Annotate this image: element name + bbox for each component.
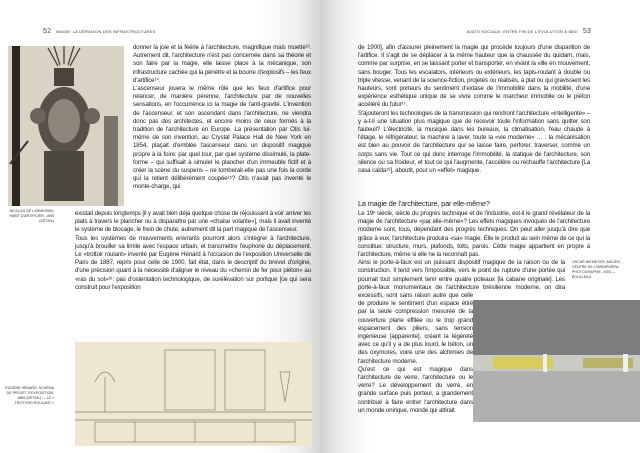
paragraph: donner la joie et la féérie à l'architecture, magnifique mais muette¹³. Autrement dit, l'architecture n'est pas concernée dans sa théorie et son faire par la magie, elle laisse place à la mécanique, son infrastructure cachée qui la pénètre et la bourre d'explosifs – les feux d'artifice¹⁴. (133, 44, 311, 84)
text-narrow: Ainsi le porte-à-faux est un puissant dispositif magique de la raison ou de la construction. Il tend vers l'impossible, vers le point de rupture d'une portée qui pourrait tout simplement tenir entre quatre poteaux [la cabane originale]. Les porte-à-faux monumentaux de l'architecture brésilienne moderne, on dira excessifs, sont sans raison autre que celle de produire le sentiment d'un espace étiré par la seule compression mesurée de la couverture plane effilée ou le trop grand espacement des piliers, sans tension ingénieuse [apparente], créant la légèreté avec ce qu'il y a de plus lourd, le béton, un des oxymores, voire une des alchimies de l'architecture moderne. (358, 259, 565, 365)
text-last: Qu'est ce qui est magique dans l'architecture de verre, l'architecture ou le verre? Le développement du verre, en grande surface puis porteur, a grandement contribué à faire entrer l'architecture dans un monde onirique, monde qui attirait (358, 365, 473, 414)
caption-engraving: NICOLAS DE LARMESSIN, HABIT D'ARTIFICIER, 1695 (DÉTAIL) (9, 209, 54, 223)
running-head-text: AVATS SOCIAUX: ENTRE FIN DE L'ÉVOLUTION À MIDI (466, 29, 578, 34)
paragraph: Tous les systèmes de mouvements enivrants pourront alors s'intégrer à l'architecture, jusqu'à brouiller sa limite avec l'espace urbain, et transmettre l'euphorie du déplacement. Le «trottoir roulant» inventé par Eugène Hénard à l'occasion de l'exposition Universelle de Paris de 1887, repris pour celle de 1900, fait état, dans le descriptif du brevet d'origine, d'une précision quant à la nécessité d'aligner le niveau du «chemin de fer pour piéton» au «ras du sol»¹⁶: pas d'ostentation technologique, de surélévation sur portique [ce qui sera construit pour l'exposition (75, 234, 311, 291)
paragraph: S'ajouteront les technologies de la transmission qui rendront l'architecture «intelligente» – y a-t-il une situation plus magique que de recevoir toute l'information sans quitter son fauteuil? L'électricité, la musique dans les bureaux, la climatisation, l'eau chaude à l'étage, le réfrigérateur, la machine à laver, toute la «vie moderne» … : la mécanisation est bien au pouvoir de l'architecture qui se laisse faire, perforer, traverser, comme un corps sans vie. Tout ce qui donc interroge l'immobilité, la statique de l'architecture, son silence ou sa froideur, et tout ce qui l'augmente, l'accélère ou réchauffe l'architecture [La casa calda¹⁸], aboutit, pour un «effet» magique. (358, 109, 590, 175)
running-head-text: MAGIE: LA DÉRAISON DES INFRASTRUCTURES (56, 29, 156, 34)
text-intro: Le 19ᵉ siècle, siècle du progrès technique et de l'industrie, est-il le grand révélateur de la magie de l'architecture «par elle-même»? Les effets magiques invoqués de l'architecture moderne sont, tous, dépendant des progrès techniques. On peut aller jusqu'à dire que grâce à eux, l'architecture produira «sa» magie. Elle le produit au sein même de ce qui la constitue: structure, murs, plafonds, toits, parois. Cette magie appartient en propre à l'architecture, même si elle ne la reconnaît pas. (358, 210, 590, 259)
caption-drawing: EUGÈNE HÉNARD, SCHÉMA DE PROJET D'EXPOSITION, 1889 (DÉTAIL) — LE « TROTTOIR ROULANT » (5, 386, 54, 405)
paragraph: existait depuis longtemps [il y avait bien déjà quelque chose de réjouissant à voir arriver les plats à travers le plancher ou à disparaître par une «chaise volante»], mais il avait inventé le système de blocage, le frein de chute, autrement dit la part magique de l'ascenseur. (75, 210, 311, 234)
left-text-flow (75, 44, 311, 292)
page-number: 53 (582, 28, 591, 35)
running-head-right (467, 28, 596, 35)
section-heading: La magie de l'architecture, par elle-même? (358, 199, 490, 208)
paragraph: L'ascenseur jouera le même rôle que les feux d'artifice pour relancer, de manière pérenne, l'architecture par de nouvelles sensations, en l'occurrence ici la magie de l'anti-gravité. L'invention de l'ascenseur, et son ascendant dans l'architecture, ne viendra donc pas des architectes, et encore moins de ceux formés à la tradition de l'architecture en Europe. La présentation par Otis lui-même de son invention, au Crystal Palace Hall de New York en 1854, plaçait d'emblée l'ascenseur dans un dispositif magique propre à la foire: par quel tour, par quel système dissimulé, la plate-forme – qui suffisait à simuler le plancher d'un immeuble fictif et à créer la scène du suspens – ne tomberait-elle pas une fois la corde qui la retient délibérément coupée¹⁵? Otis n'avait pas inventé le monte-charge, qui (133, 85, 311, 191)
text-wide (75, 210, 311, 292)
caption-photo: OSCAR NIEMEYER, ANCIEN CENTRE DE L'IBIRAPUERA, PHOTOGRAPHIE, 2003 — BOULLEAU (572, 260, 620, 279)
engraving-artificer-illustration (8, 46, 124, 206)
right-page (320, 0, 640, 453)
running-head-left (38, 28, 155, 35)
page-number: 52 (43, 28, 52, 35)
text-column (133, 44, 311, 210)
henard-drawing-illustration (75, 342, 312, 446)
niemeyer-photo (473, 300, 640, 422)
text-top (358, 44, 590, 175)
paragraph: de 1900], afin d'assurer pleinement la magie qui procède toujours d'une disparition de l'artifice. Il s'agit de se déplacer à la même hauteur que la chaussée du quidam, mais, comme par surprise, en se laissant porter et transporter, en vivant la ville en mouvement, sans bouger. Tous les escalators, intérieurs ou extérieurs, les tapis-roulant à double ou triple vitesse, venant de la science-fiction, projetés ou réalisés, à plat ou qui gravissent les hauteurs, sont porteurs du sentiment d'extase de l'immobilité dans la mobilité, d'une expérience esthétique unique de se vivre comme le marcheur immobile ou le piéton accéléré du futur¹⁷. (358, 44, 590, 109)
